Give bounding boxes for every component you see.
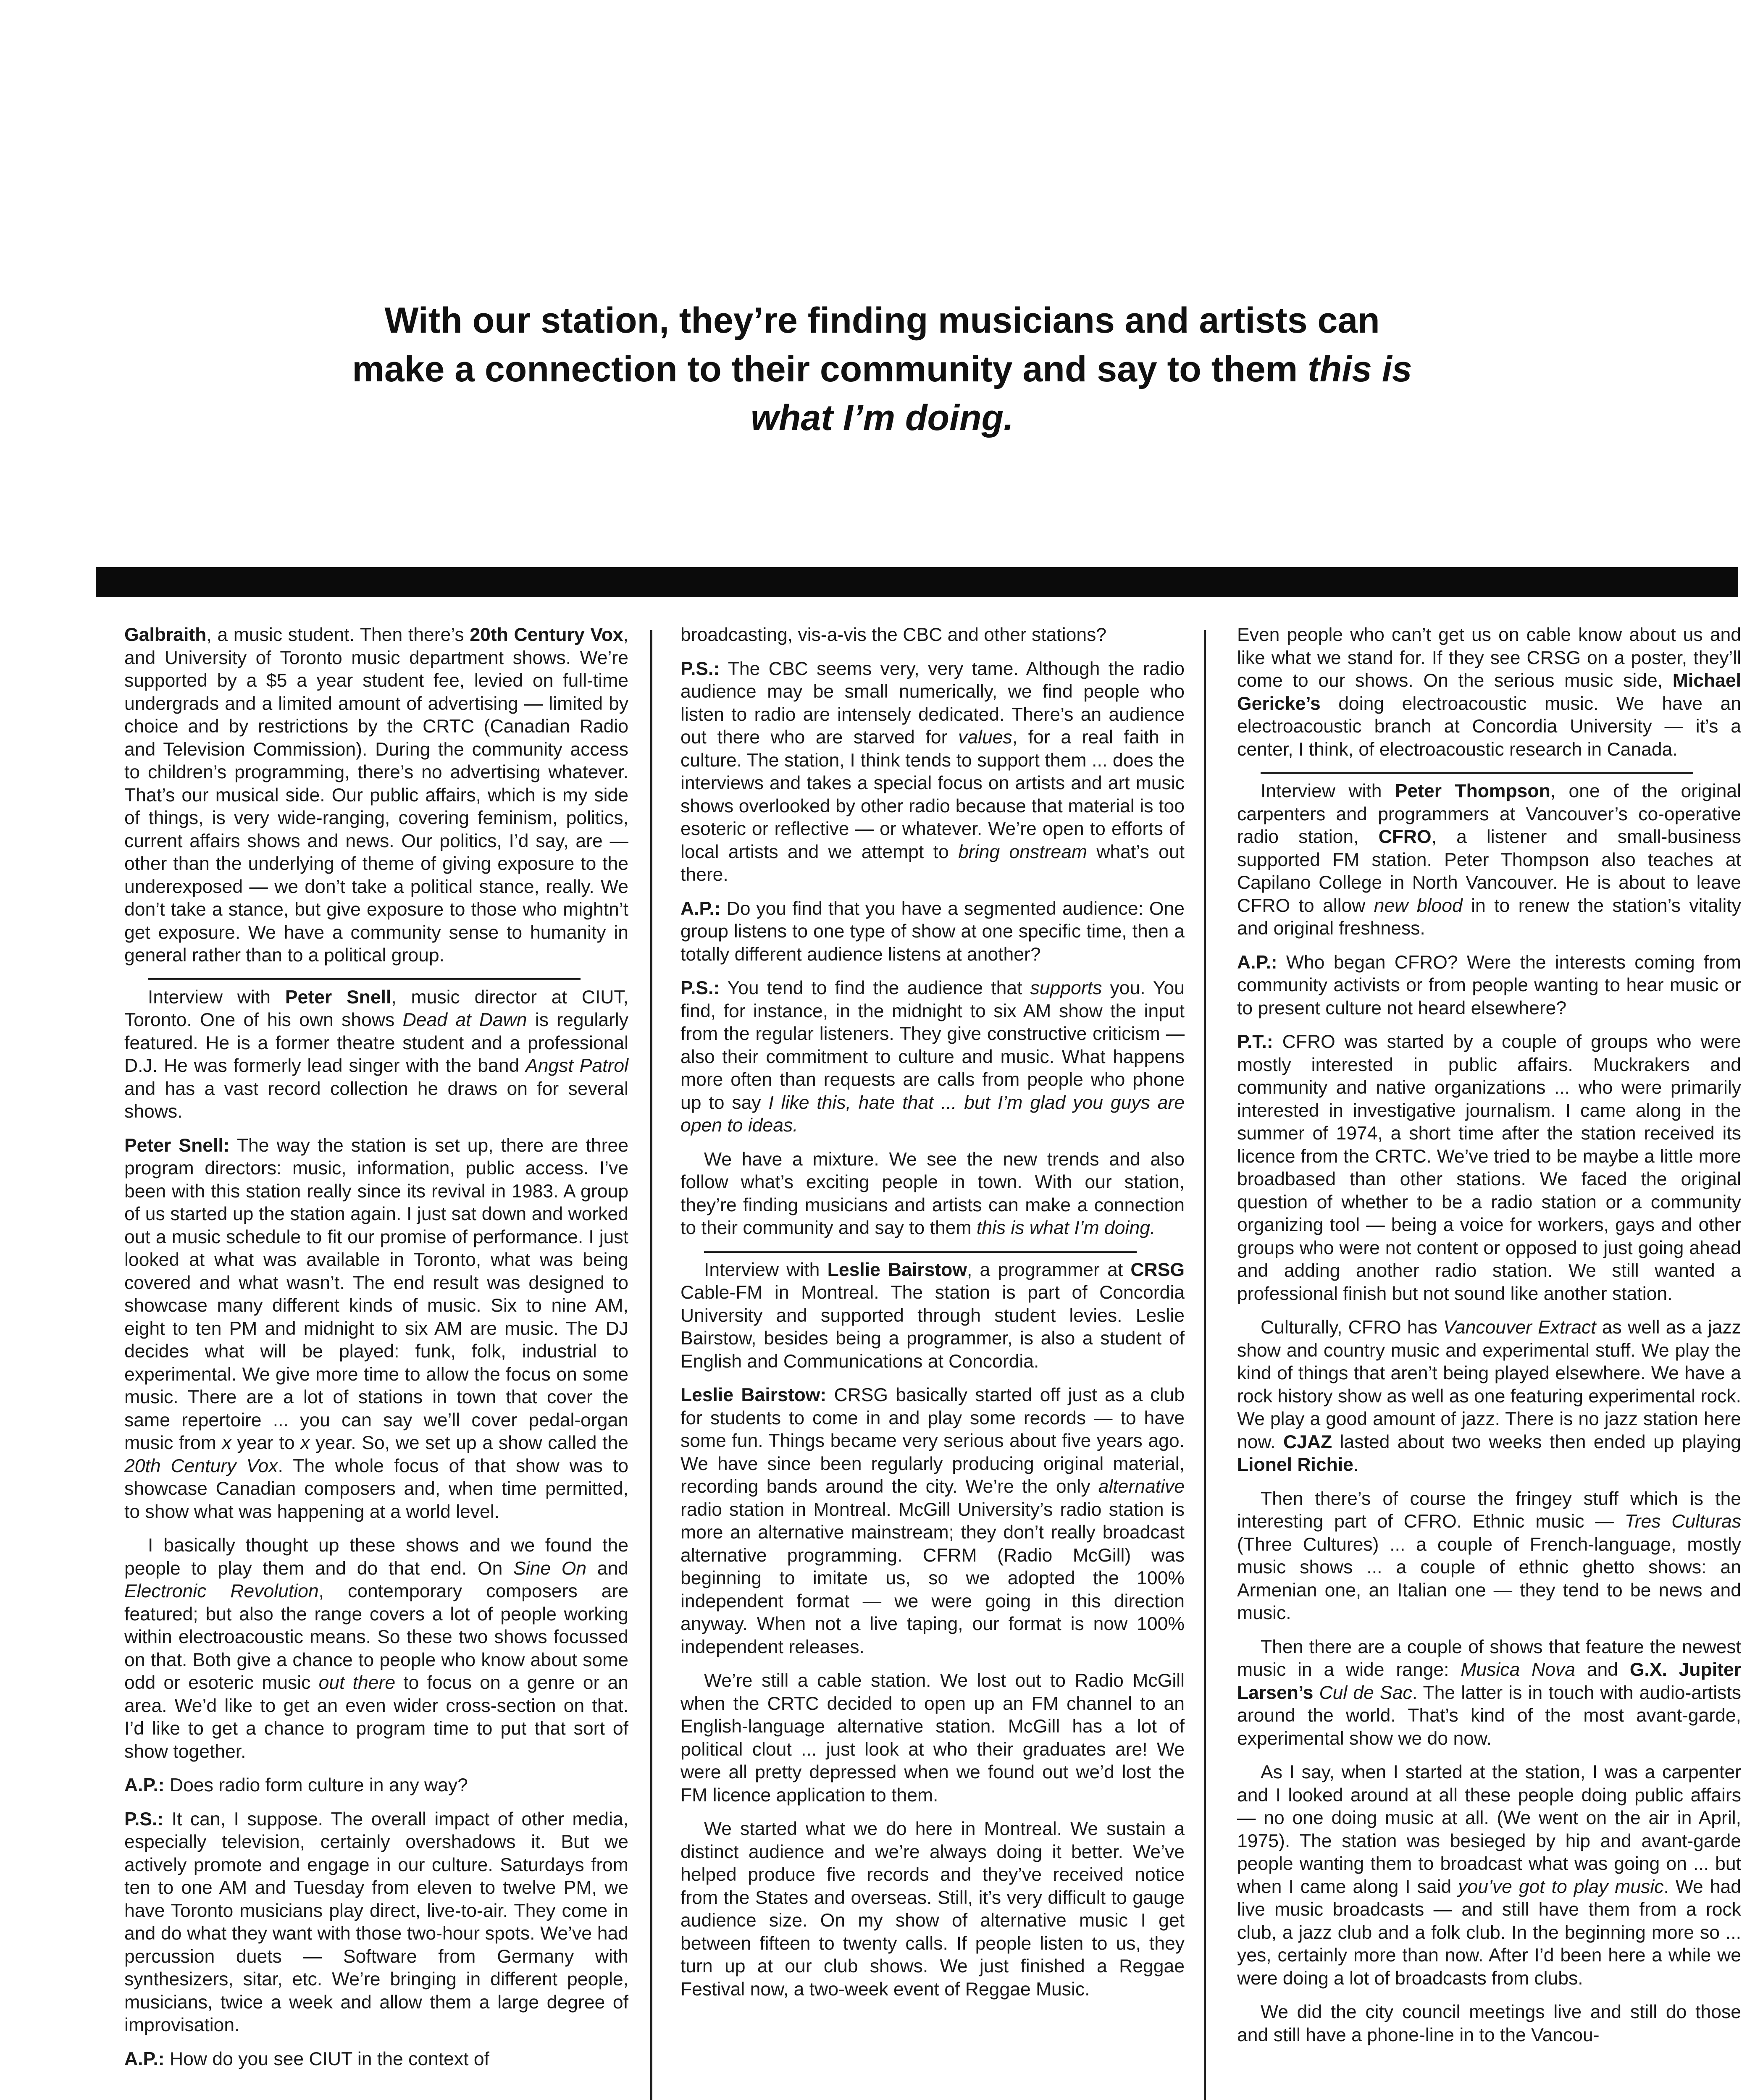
question-paragraph: A.P.: Who began CFRO? Were the interests coming from community activists or from people wanting to hear music or to present culture not heard elsewhere? (1237, 952, 1741, 1018)
answer-paragraph: P.S.: It can, I suppose. The overall impact of other media, especially television, certainly overshadows it. But we actively promote and engage in our culture. Saturdays from ten to one AM and Tuesday from eleven to twelve PM, we have Toronto musicians play direct, live-to-air. They come in and do what they want with those two-hour spots. We’ve had percussion duets — Software from Germany with synthesizers, sitar, etc. We’re bringing in different people, musicians, twice a week and allow them a large degree of improvisation. (124, 1809, 628, 2035)
paragraph: broadcasting, vis-a-vis the CBC and other stations? (680, 625, 1107, 645)
pull-quote-line-1: With our station, they’re finding musicians and artists can (384, 300, 1380, 341)
column-divider (1204, 630, 1206, 2100)
article-column-1 (124, 624, 628, 2082)
article-column-3 (1237, 624, 1741, 2058)
section-divider (704, 1251, 1137, 1253)
paragraph: I basically thought up these shows and we found the people to play them and do that end. On Sine On and Electronic Revolution, contemporary composers are featured; but also the range covers a lot of people working within electroacoustic means. So these two shows focussed on that. Both give a chance to people who know about some odd or esoteric music out there to focus on a genre or an area. We’d like to get an even wider cross-section on that. I’d like to get a chance to program time to put that sort of show together. (124, 1535, 629, 1762)
column-divider (650, 630, 652, 2100)
pull-quote-line-3: what I’m doing. (751, 398, 1014, 438)
question-paragraph: A.P.: Does radio form culture in any way? (124, 1775, 468, 1796)
answer-paragraph: Peter Snell: The way the station is set up, there are three program directors: music, information, public access. I’ve been with this station really since its revival in 1983. A group of us started up the station again. I just sat down and worked out a music schedule to fit our promise of performance. I just looked at what was available in Toronto, what was being covered and what wasn’t. The end result was designed to showcase many different kinds of music. Six to nine AM, eight to ten PM and midnight to six AM are music. The DJ decides what will be played: funk, folk, industrial to experimental. We give more time to allow the focus on some music. There are a lot of stations in town that cover the same repertoire ... you can say we’ll cover pedal-organ music from x year to x year. So, we set up a show called the 20th Century Vox. The whole focus of that show was to showcase Canadian composers and, when time permitted, to show what was happening at a world level. (124, 1135, 629, 1522)
answer-paragraph: Leslie Bairstow: CRSG basically started off just as a club for students to come in and play some records — to have some fun. Things became very serious about five years ago. We have since been regularly producing original material, recording bands around the city. We’re the only alternative radio station in Montreal. McGill University’s radio station is more an alternative mainstream; they don’t really broadcast alternative programming. CFRM (Radio McGill) was beginning to imitate us, so we adopted the 100% independent format — we were going in this direction anyway. When not a live taping, our format is now 100% independent releases. (680, 1385, 1185, 1657)
section-divider (1261, 772, 1693, 774)
question-paragraph: A.P.: Do you find that you have a segmented audience: One group listens to one type of show at one specific time, then a totally different audience listens at another? (680, 898, 1185, 965)
paragraph: We have a mixture. We see the new trends and also follow what’s exciting people in town. With our station, they’re finding musicians and artists can make a connection to their community and say to them this is what I’m doing. (680, 1149, 1185, 1238)
interview-intro: Interview with Peter Snell, music director at CIUT, Toronto. One of his own shows Dead at Dawn is regularly featured. He is a former theatre student and a professional D.J. He was formerly lead singer with the band Angst Patrol and has a vast record collection he draws on for several shows. (124, 987, 628, 1122)
section-divider (148, 978, 581, 980)
paragraph: Galbraith, a music student. Then there’s 20th Century Vox, and University of Toronto music department shows. We’re supported by a $5 a year student fee, levied on full-time undergrads and a limited amount of advertising — limited by choice and by restrictions by the CRTC (Canadian Radio and Television Commission). During the community access to children’s programming, there’s no advertising whatever. That’s our musical side. Our public affairs, which is my side of things, is very wide-ranging, covering feminism, politics, current affairs shows and news. Our politics, I’d say, are — other than the underlying of theme of giving exposure to the underexposed — we don’t take a political stance, really. We don’t take a stance, but give exposure to those who mightn’t get exposure. We have a community sense to humanity in general rather than to a political group. (124, 625, 628, 966)
paragraph: We started what we do here in Montreal. We sustain a distinct audience and we’re always doing it better. We’ve helped produce five records and they’ve received notice from the States and overseas. Still, it’s very difficult to gauge audience size. On my show of alternative music I get between fifteen to twenty calls. If people listen to us, they turn up at our club shows. We just finished a Reggae Festival now, a two-week event of Reggae Music. (680, 1819, 1185, 2000)
article-column-2 (680, 624, 1185, 2012)
paragraph: Even people who can’t get us on cable know about us and like what we stand for. If they see CRSG on a poster, they’ll come to our shows. On the serious music side, Michael Gericke’s doing electroacoustic music. We have an electroacoustic branch at Concordia University — it’s a center, I think, of electroacoustic research in Canada. (1237, 625, 1741, 760)
answer-paragraph: P.T.: CFRO was started by a couple of groups who were mostly interested in public affairs. Muckrakers and community and native organizations ... who were primarily interested in investigative journalism. I came along in the summer of 1974, a short time after the station received its licence from the CRTC. We’ve tried to be maybe a little more broadbased than other stations. We faced the original question of whether to be a radio station or a community organizing tool — being a voice for workers, gays and other groups who were not content or opposed to just going ahead and adding another radio station. We still wanted a professional finish but not sound like another station. (1237, 1032, 1741, 1304)
paragraph: We did the city council meetings live and still do those and still have a phone-line in to the Vancou- (1237, 2002, 1741, 2045)
pull-quote-line-2: make a connection to their community and say to them this is (352, 349, 1412, 389)
answer-paragraph: P.S.: You tend to find the audience that supports you. You find, for instance, in the midnight to six AM show the input from the regular listeners. They give constructive criticism — also their commitment to culture and music. What happens more often than requests are calls from people who phone up to say I like this, hate that ... but I’m glad you guys are open to ideas. (680, 978, 1185, 1136)
paragraph: Then there are a couple of shows that feature the newest music in a wide range: Musica Nova and G.X. Jupiter Larsen’s Cul de Sac. The latter is in touch with audio-artists around the world. That’s kind of the most avant-garde, experimental show we do now. (1237, 1636, 1741, 1749)
paragraph: Culturally, CFRO has Vancouver Extract as well as a jazz show and country music and experimental stuff. We play the kind of things that aren’t being played elsewhere. We have a rock history show as well as one featuring experimental rock. We play a good amount of jazz. There is no jazz station here now. CJAZ lasted about two weeks then ended up playing Lionel Richie. (1237, 1317, 1742, 1475)
question-paragraph: A.P.: How do you see CIUT in the context of (124, 2048, 490, 2069)
paragraph: We’re still a cable station. We lost out to Radio McGill when the CRTC decided to open up an FM channel to an English-language alternative station. McGill has a lot of political clout ... just look at who their graduates are! We were all pretty depressed when we found out we’d lost the FM licence application to them. (680, 1670, 1185, 1806)
interview-intro: Interview with Leslie Bairstow, a programmer at CRSG Cable-FM in Montreal. The station is part of Concordia University and supported through student levies. Leslie Bairstow, besides being a programmer, is also a student of English and Communications at Concordia. (680, 1259, 1185, 1372)
paragraph: As I say, when I started at the station, I was a carpenter and I looked around at all these people doing public affairs — no one doing music at all. (We went on the air in April, 1975). The station was besieged by hip and avant-garde people wanting them to broadcast what was going on ... but when I came along I said you’ve got to play music. We had live music broadcasts — and still have them from a rock club, a jazz club and a folk club. In the beginning more so ... yes, certainly more than now. After I’d been here a while we were doing a lot of broadcasts from clubs. (1237, 1762, 1741, 1989)
paragraph: Then there’s of course the fringey stuff which is the interesting part of CFRO. Ethnic music — Tres Culturas (Three Cultures) ... a couple of French-language, mostly music shows ... a couple of ethnic ghetto shows: an Armenian one, an Italian one — they tend to be news and music. (1237, 1488, 1741, 1623)
interview-intro: Interview with Peter Thompson, one of the original carpenters and programmers at Vancouver’s co-operative radio station, CFRO, a listener and small-business supported FM station. Peter Thompson also teaches at Capilano College in North Vancouver. He is about to leave CFRO to allow new blood in to renew the station’s vitality and original freshness. (1237, 781, 1741, 939)
answer-paragraph: P.S.: The CBC seems very, very tame. Although the radio audience may be small numerically, we find people who listen to radio are intensely dedicated. There’s an audience out there who are starved for values, for a real faith in culture. The station, I think tends to support them ... does the interviews and takes a special focus on artists and art music shows overlooked by other radio because that material is too esoteric or reflective — or whatever. We’re open to efforts of local artists and we attempt to bring onstream what’s out there. (680, 658, 1185, 885)
header-rule-bar (96, 567, 1738, 597)
pull-quote (126, 296, 1638, 442)
